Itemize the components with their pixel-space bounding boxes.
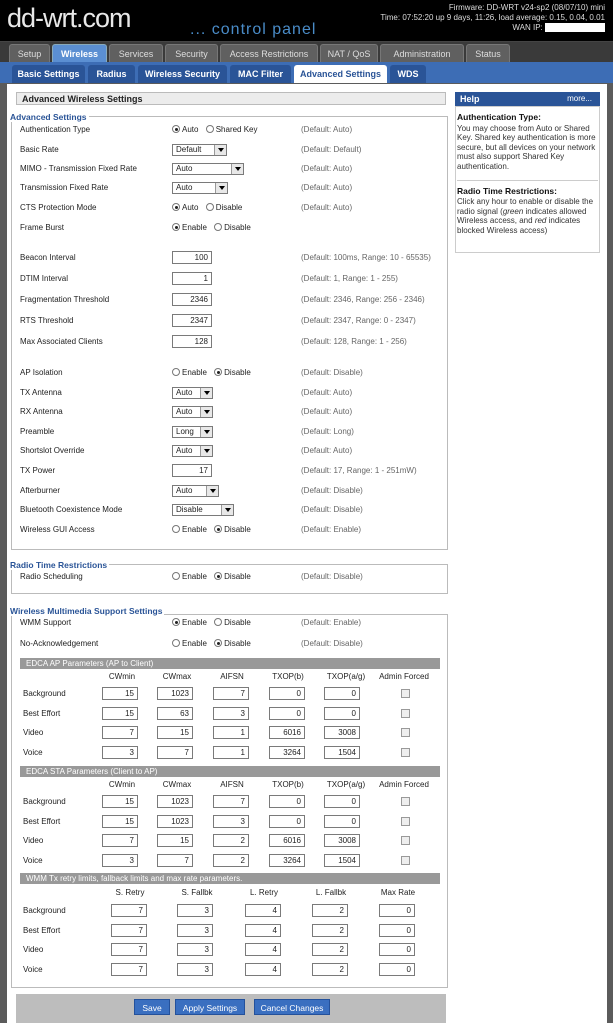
frag-label: Fragmentation Threshold <box>20 295 110 304</box>
max-clients-input[interactable]: 128 <box>172 335 212 348</box>
dtim-row <box>7 272 437 286</box>
frag-row <box>7 293 437 307</box>
chevron-down-icon <box>200 407 212 417</box>
wmm-support-row: WMM Support Enable Disable (Default: Enable) <box>7 616 437 630</box>
tx-antenna-default: (Default: Auto) <box>301 388 353 397</box>
edca-ap-row-label: Best Effort <box>23 708 61 718</box>
edca-ap-col-header: CWmax <box>162 672 192 681</box>
noack-disable-radio[interactable] <box>214 639 222 647</box>
edca-sta-admin-forced-checkbox[interactable] <box>401 817 410 826</box>
afterburner-select[interactable]: Auto <box>172 485 219 497</box>
help-auth-text: You may choose from Auto or Shared Key. Shared key authentication is more secure, but all devices on your network must also support Shared Key authentication. <box>457 123 596 171</box>
basic-rate-default: (Default: Default) <box>301 145 362 154</box>
beacon-default: (Default: 100ms, Range: 10 - 65535) <box>301 253 431 262</box>
noack-row: No-Acknowledgement Enable Disable (Default: Disable) <box>7 637 437 651</box>
cts-auto-radio[interactable] <box>172 203 180 211</box>
retry-cell-input[interactable]: 4 <box>245 943 281 956</box>
save-button[interactable]: Save <box>134 999 170 1015</box>
edca-ap-cell-input[interactable]: 0 <box>324 707 360 720</box>
max-clients-label: Max Associated Clients <box>20 337 103 346</box>
edca-sta-cell-input[interactable]: 3264 <box>269 854 305 867</box>
dtim-input[interactable]: 1 <box>172 272 212 285</box>
frame-burst-enable-radio[interactable] <box>172 223 180 231</box>
tab-administration[interactable]: Administration <box>380 44 464 62</box>
edca-sta-cell-input[interactable]: 6016 <box>269 834 305 847</box>
edca-sta-cell-input[interactable]: 7 <box>102 834 138 847</box>
frag-input[interactable]: 2346 <box>172 293 212 306</box>
retry-col-header: S. Retry <box>115 888 145 897</box>
tx-antenna-label: TX Antenna <box>20 388 62 397</box>
afterburner-row <box>7 484 437 498</box>
edca-sta-cell-input[interactable]: 0 <box>269 795 305 808</box>
cts-label: CTS Protection Mode <box>20 203 97 212</box>
edca-sta-col-header: CWmax <box>162 780 192 789</box>
radio-scheduling-enable-radio[interactable] <box>172 572 180 580</box>
edca-ap-col-header: Admin Forced <box>379 672 429 681</box>
edca-sta-cell-input[interactable]: 1023 <box>157 815 193 828</box>
edca-sta-row-label: Best Effort <box>23 816 61 826</box>
edca-sta-row-label: Video <box>23 836 44 845</box>
edca-ap-cell-input[interactable]: 7 <box>102 726 138 739</box>
retry-cell-input[interactable]: 7 <box>111 924 147 937</box>
retry-cell-input[interactable]: 2 <box>312 943 348 956</box>
tab-access-restrictions[interactable]: Access Restrictions <box>220 44 318 62</box>
retry-cell-input[interactable]: 4 <box>245 924 281 937</box>
chevron-down-icon <box>214 145 226 155</box>
chevron-down-icon <box>200 427 212 437</box>
edca-sta-cell-input[interactable]: 15 <box>157 834 193 847</box>
rx-antenna-row <box>7 405 437 419</box>
tab-services[interactable]: Services <box>109 44 163 62</box>
edca-sta-cell-input[interactable]: 2 <box>213 834 249 847</box>
edca-sta-cell-input[interactable]: 15 <box>102 815 138 828</box>
router-status-info <box>380 3 605 33</box>
help-header <box>455 92 600 106</box>
retry-col-header: S. Fallbk <box>181 888 213 897</box>
subtab-mac-filter[interactable]: MAC Filter <box>230 65 291 83</box>
edca-ap-cell-input[interactable]: 1023 <box>157 687 193 700</box>
auth-type-row: Authentication Type Auto Shared Key (Default: Auto) <box>7 123 437 137</box>
wmm-support-label: WMM Support <box>20 618 72 627</box>
auth-type-shared-radio[interactable] <box>206 125 214 133</box>
subtab-radius[interactable]: Radius <box>88 65 135 83</box>
edca-ap-cell-input[interactable]: 6016 <box>269 726 305 739</box>
edca-sta-cell-input[interactable]: 7 <box>213 795 249 808</box>
help-title: Help <box>460 94 480 104</box>
tab-nat-qos[interactable]: NAT / QoS <box>320 44 378 62</box>
bt-coex-default: (Default: Disable) <box>301 505 363 514</box>
tx-antenna-select[interactable]: Auto <box>172 387 213 399</box>
edca-ap-title: EDCA AP Parameters (AP to Client) <box>20 658 440 669</box>
main-navigation <box>0 42 613 62</box>
retry-title: WMM Tx retry limits, fallback limits and max rate parameters. <box>20 873 440 884</box>
tab-security[interactable]: Security <box>165 44 218 62</box>
retry-cell-input[interactable]: 7 <box>111 963 147 976</box>
help-radio-text: Click any hour to enable or disable the radio signal (green indicates allowed Wireless access, and red indicates blocked Wireless access) <box>457 197 594 235</box>
edca-sta-title: EDCA STA Parameters (Client to AP) <box>20 766 440 777</box>
edca-ap-cell-input[interactable]: 3 <box>102 746 138 759</box>
edca-ap-cell-input[interactable]: 63 <box>157 707 193 720</box>
chevron-down-icon <box>215 183 227 193</box>
retry-cell-input[interactable]: 0 <box>379 904 415 917</box>
preamble-select[interactable]: Long <box>172 426 213 438</box>
rts-default: (Default: 2347, Range: 0 - 2347) <box>301 316 416 325</box>
page-title: Advanced Wireless Settings <box>16 92 446 105</box>
subtab-basic-settings[interactable]: Basic Settings <box>12 65 85 83</box>
tx-fixed-rate-label: Transmission Fixed Rate <box>20 183 109 192</box>
tx-fixed-rate-default: (Default: Auto) <box>301 183 353 192</box>
ddwrt-logo: dd-wrt.com <box>7 3 131 33</box>
cts-disable-radio[interactable] <box>206 203 214 211</box>
wan-ip-redacted <box>545 23 605 32</box>
beacon-input[interactable]: 100 <box>172 251 212 264</box>
wan-ip-label: WAN IP: <box>512 23 545 32</box>
gui-access-enable-radio[interactable] <box>172 525 180 533</box>
edca-ap-cell-input[interactable]: 15 <box>102 687 138 700</box>
edca-sta-cell-input[interactable]: 0 <box>324 795 360 808</box>
edca-sta-cell-input[interactable]: 3 <box>102 854 138 867</box>
preamble-label: Preamble <box>20 427 55 436</box>
edca-ap-col-header: AIFSN <box>220 672 244 681</box>
retry-cell-input[interactable]: 0 <box>379 943 415 956</box>
edca-sta-cell-input[interactable]: 0 <box>324 815 360 828</box>
mimo-rate-label: MIMO - Transmission Fixed Rate <box>20 164 137 173</box>
ap-isolation-default: (Default: Disable) <box>301 368 363 377</box>
shortslot-select[interactable]: Auto <box>172 445 213 457</box>
gui-access-disable-radio[interactable] <box>214 525 222 533</box>
retry-cell-input[interactable]: 3 <box>177 943 213 956</box>
cts-row: CTS Protection Mode Auto Disable (Default: Auto) <box>7 201 437 215</box>
retry-cell-input[interactable]: 0 <box>379 963 415 976</box>
basic-rate-label: Basic Rate <box>20 145 59 154</box>
edca-sta-admin-forced-checkbox[interactable] <box>401 797 410 806</box>
mimo-rate-select[interactable]: Auto <box>172 163 244 175</box>
frame-burst-label: Frame Burst <box>20 223 65 232</box>
noack-enable-radio[interactable] <box>172 639 180 647</box>
wmm-support-default: (Default: Enable) <box>301 618 362 627</box>
help-more-link[interactable]: more... <box>567 94 592 103</box>
edca-sta-col-header: TXOP(a/g) <box>326 780 366 789</box>
apply-settings-button[interactable]: Apply Settings <box>175 999 245 1015</box>
retry-col-header: Max Rate <box>380 888 416 897</box>
help-panel <box>455 106 600 253</box>
radio-scheduling-label: Radio Scheduling <box>20 572 83 581</box>
auth-type-label: Authentication Type <box>20 125 91 134</box>
edca-ap-cell-input[interactable]: 1 <box>213 726 249 739</box>
edca-ap-admin-forced-checkbox[interactable] <box>401 709 410 718</box>
edca-ap-cell-input[interactable]: 15 <box>102 707 138 720</box>
sub-navigation <box>0 62 613 83</box>
mimo-rate-default: (Default: Auto) <box>301 164 353 173</box>
edca-sta-cell-input[interactable]: 0 <box>269 815 305 828</box>
radio-time-legend: Radio Time Restrictions <box>10 560 108 570</box>
wmm-support-enable-radio[interactable] <box>172 618 180 626</box>
edca-sta-cell-input[interactable]: 3 <box>213 815 249 828</box>
noack-default: (Default: Disable) <box>301 639 363 648</box>
shortslot-label: Shortslot Override <box>20 446 85 455</box>
gui-access-default: (Default: Enable) <box>301 525 362 534</box>
advanced-settings-legend: Advanced Settings <box>10 112 87 122</box>
edca-sta-row-label: Voice <box>23 855 43 865</box>
wmm-legend: Wireless Multimedia Support Settings <box>10 606 163 616</box>
radio-scheduling-row: Radio Scheduling Enable Disable (Default: Disable) <box>7 570 437 584</box>
ap-isolation-enable-radio[interactable] <box>172 368 180 376</box>
chevron-down-icon <box>200 446 212 456</box>
beacon-label: Beacon Interval <box>20 253 76 262</box>
edca-sta-admin-forced-checkbox[interactable] <box>401 836 410 845</box>
tx-fixed-rate-select[interactable]: Auto <box>172 182 228 194</box>
edca-ap-row-label: Background <box>23 689 66 698</box>
edca-ap-row-label: Voice <box>23 747 43 757</box>
retry-cell-input[interactable]: 7 <box>111 943 147 956</box>
tx-antenna-row <box>7 386 437 400</box>
retry-row-label: Best Effort <box>23 925 61 935</box>
ap-isolation-disable-radio[interactable] <box>214 368 222 376</box>
tx-fixed-rate-row <box>7 181 437 195</box>
edca-ap-col-header: CWmin <box>108 672 136 681</box>
edca-sta-cell-input[interactable]: 1504 <box>324 854 360 867</box>
edca-ap-cell-input[interactable]: 0 <box>269 707 305 720</box>
edca-sta-cell-input[interactable]: 2 <box>213 854 249 867</box>
rx-antenna-label: RX Antenna <box>20 407 63 416</box>
rts-row <box>7 314 437 328</box>
ap-isolation-label: AP Isolation <box>20 368 63 377</box>
edca-ap-cell-input[interactable]: 0 <box>324 687 360 700</box>
retry-cell-input[interactable]: 2 <box>312 904 348 917</box>
rts-label: RTS Threshold <box>20 316 74 325</box>
edca-sta-cell-input[interactable]: 1023 <box>157 795 193 808</box>
dtim-label: DTIM Interval <box>20 274 69 283</box>
edca-ap-cell-input[interactable]: 3264 <box>269 746 305 759</box>
retry-cell-input[interactable]: 2 <box>312 924 348 937</box>
gui-access-label: Wireless GUI Access <box>20 525 95 534</box>
auth-type-default: (Default: Auto) <box>301 125 353 134</box>
dtim-default: (Default: 1, Range: 1 - 255) <box>301 274 398 283</box>
retry-cell-input[interactable]: 2 <box>312 963 348 976</box>
tx-power-default: (Default: 17, Range: 1 - 251mW) <box>301 466 417 475</box>
bt-coex-row <box>7 503 437 517</box>
retry-cell-input[interactable]: 3 <box>177 924 213 937</box>
content-area <box>7 84 607 1023</box>
basic-rate-row <box>7 143 437 157</box>
cts-default: (Default: Auto) <box>301 203 353 212</box>
button-bar <box>16 994 446 1023</box>
subtab-wireless-security[interactable]: Wireless Security <box>138 65 227 83</box>
retry-col-header: L. Fallbk <box>315 888 347 897</box>
tab-status[interactable]: Status <box>466 44 510 62</box>
uptime: Time: 07:52:20 up 9 days, 11:26, load average: 0.15, 0.04, 0.01 <box>380 13 605 22</box>
rts-input[interactable]: 2347 <box>172 314 212 327</box>
retry-cell-input[interactable]: 7 <box>111 904 147 917</box>
edca-sta-row-label: Background <box>23 797 66 806</box>
frame-burst-row: Frame Burst Enable Disable <box>7 221 437 235</box>
tx-power-row <box>7 464 437 478</box>
edca-ap-cell-input[interactable]: 1 <box>213 746 249 759</box>
retry-cell-input[interactable]: 0 <box>379 924 415 937</box>
edca-ap-admin-forced-checkbox[interactable] <box>401 728 410 737</box>
edca-sta-cell-input[interactable]: 15 <box>102 795 138 808</box>
edca-sta-cell-input[interactable]: 3008 <box>324 834 360 847</box>
bt-coex-label: Bluetooth Coexistence Mode <box>20 505 123 514</box>
retry-row-label: Voice <box>23 964 43 974</box>
noack-label: No-Acknowledgement <box>20 639 99 648</box>
retry-cell-input[interactable]: 4 <box>245 963 281 976</box>
subtab-advanced-settings[interactable]: Advanced Settings <box>294 65 387 83</box>
shortslot-default: (Default: Auto) <box>301 446 353 455</box>
basic-rate-select[interactable]: Default <box>172 144 227 156</box>
edca-ap-cell-input[interactable]: 3 <box>213 707 249 720</box>
edca-ap-admin-forced-checkbox[interactable] <box>401 689 410 698</box>
edca-sta-col-header: TXOP(b) <box>272 780 304 789</box>
retry-col-header: L. Retry <box>249 888 278 897</box>
edca-sta-admin-forced-checkbox[interactable] <box>401 856 410 865</box>
chevron-down-icon <box>206 486 218 496</box>
tx-power-input[interactable]: 17 <box>172 464 212 477</box>
retry-cell-input[interactable]: 3 <box>177 904 213 917</box>
edca-sta-cell-input[interactable]: 7 <box>157 854 193 867</box>
afterburner-label: Afterburner <box>20 486 61 495</box>
help-auth-title: Authentication Type: <box>457 112 541 122</box>
edca-sta-col-header: AIFSN <box>220 780 244 789</box>
rx-antenna-default: (Default: Auto) <box>301 407 353 416</box>
firmware-version: Firmware: DD-WRT v24-sp2 (08/07/10) mini <box>448 3 605 12</box>
chevron-down-icon <box>221 505 233 515</box>
control-panel-logo-text: ... control panel <box>190 21 317 38</box>
subtab-wds[interactable]: WDS <box>390 65 426 83</box>
cancel-changes-button[interactable]: Cancel Changes <box>254 999 330 1015</box>
retry-row-label: Video <box>23 945 44 954</box>
edca-ap-cell-input[interactable]: 15 <box>157 726 193 739</box>
radio-scheduling-disable-radio[interactable] <box>214 572 222 580</box>
beacon-row <box>7 251 437 265</box>
edca-ap-cell-input[interactable]: 0 <box>269 687 305 700</box>
edca-sta-col-header: Admin Forced <box>379 780 429 789</box>
chevron-down-icon <box>200 388 212 398</box>
retry-cell-input[interactable]: 3 <box>177 963 213 976</box>
retry-row-label: Background <box>23 906 66 915</box>
help-radio-title: Radio Time Restrictions: <box>457 185 557 196</box>
max-clients-row <box>7 335 437 349</box>
edca-ap-cell-input[interactable]: 3008 <box>324 726 360 739</box>
tab-setup[interactable]: Setup <box>9 44 50 62</box>
tx-power-label: TX Power <box>20 466 56 475</box>
chevron-down-icon <box>231 164 243 174</box>
retry-cell-input[interactable]: 4 <box>245 904 281 917</box>
frag-default: (Default: 2346, Range: 256 - 2346) <box>301 295 425 304</box>
auth-type-auto-radio[interactable] <box>172 125 180 133</box>
gui-access-row: Wireless GUI Access Enable Disable (Default: Enable) <box>7 523 437 537</box>
edca-ap-cell-input[interactable]: 7 <box>157 746 193 759</box>
frame-burst-disable-radio[interactable] <box>214 223 222 231</box>
radio-scheduling-default: (Default: Disable) <box>301 572 363 581</box>
edca-ap-row-label: Video <box>23 728 44 737</box>
preamble-default: (Default: Long) <box>301 427 354 436</box>
edca-ap-cell-input[interactable]: 7 <box>213 687 249 700</box>
edca-ap-cell-input[interactable]: 1504 <box>324 746 360 759</box>
wmm-support-disable-radio[interactable] <box>214 618 222 626</box>
rx-antenna-select[interactable]: Auto <box>172 406 213 418</box>
shortslot-row <box>7 444 437 458</box>
header <box>0 0 613 42</box>
edca-ap-admin-forced-checkbox[interactable] <box>401 748 410 757</box>
mimo-rate-row <box>7 162 437 176</box>
edca-sta-col-header: CWmin <box>108 780 136 789</box>
edca-ap-col-header: TXOP(a/g) <box>326 672 366 681</box>
ap-isolation-row: AP Isolation Enable Disable (Default: Disable) <box>7 366 437 380</box>
afterburner-default: (Default: Disable) <box>301 486 363 495</box>
preamble-row <box>7 425 437 439</box>
edca-ap-col-header: TXOP(b) <box>272 672 304 681</box>
max-clients-default: (Default: 128, Range: 1 - 256) <box>301 337 407 346</box>
bt-coex-select[interactable]: Disable <box>172 504 234 516</box>
tab-wireless[interactable]: Wireless <box>52 44 107 62</box>
